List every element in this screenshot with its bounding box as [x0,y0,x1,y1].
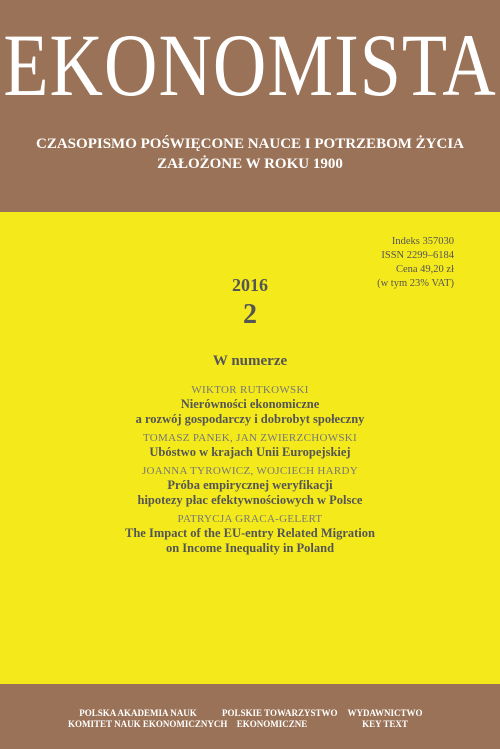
article-title-line: Próba empirycznej weryfikacji [167,478,333,492]
contents-list [0,384,500,561]
vat-note: (w tym 23% VAT) [377,278,454,289]
subtitle-line: CZASOPISMO POŚWIĘCONE NAUCE I POTRZEBOM ŻYCIA [36,136,464,152]
article-title [0,526,500,556]
publisher-line: KOMITET NAUK EKONOMICZNYCH [68,719,228,729]
publisher-pte [222,708,338,730]
publisher-key-text [340,708,430,730]
article-entry [0,513,500,556]
journal-title: EKONOMISTA [3,16,497,116]
article-title [0,445,500,460]
article-title-line: Nierówności ekonomiczne [180,397,320,411]
article-title-line: hipotezy płac efektywnościowych w Polsce [137,493,363,507]
journal-subtitle [0,134,500,174]
index-number: Indeks 357030 [391,236,454,247]
contents-heading: W numerze [212,353,288,369]
article-authors: WIKTOR RUTKOWSKI [191,384,309,396]
publisher-pan [68,708,228,730]
issue-year: 2016 [232,275,268,295]
article-title [0,397,500,427]
publisher-line: POLSKIE TOWARZYSTWO [222,708,338,718]
article-authors: JOANNA TYROWICZ, WOJCIECH HARDY [141,465,359,477]
publisher-line: POLSKA AKADEMIA NAUK [79,708,197,718]
publisher-line: KEY TEXT [362,719,408,729]
publisher-line: EKONOMICZNE [236,719,308,729]
article-title-line: The Impact of the EU-entry Related Migration [125,526,375,540]
issn: ISSN 2299–6184 [381,250,454,261]
article-title-line: a rozwój gospodarczy i dobrobyt społeczny [135,412,365,426]
price: Cena 49,20 zł [395,264,454,275]
article-entry [0,432,500,460]
publisher-line: WYDAWNICTWO [347,708,423,718]
article-authors: PATRYCJA GRACA-GELERT [177,513,323,525]
article-entry [0,465,500,508]
article-authors: TOMASZ PANEK, JAN ZWIERZCHOWSKI [142,432,358,444]
subtitle-line: ZAŁOŻONE W ROKU 1900 [157,156,343,172]
article-title-line: on Income Inequality in Poland [165,541,335,555]
article-title [0,478,500,508]
article-entry [0,384,500,427]
issue-number: 2 [243,299,257,330]
article-title-line: Ubóstwo w krajach Unii Europejskiej [149,445,351,459]
